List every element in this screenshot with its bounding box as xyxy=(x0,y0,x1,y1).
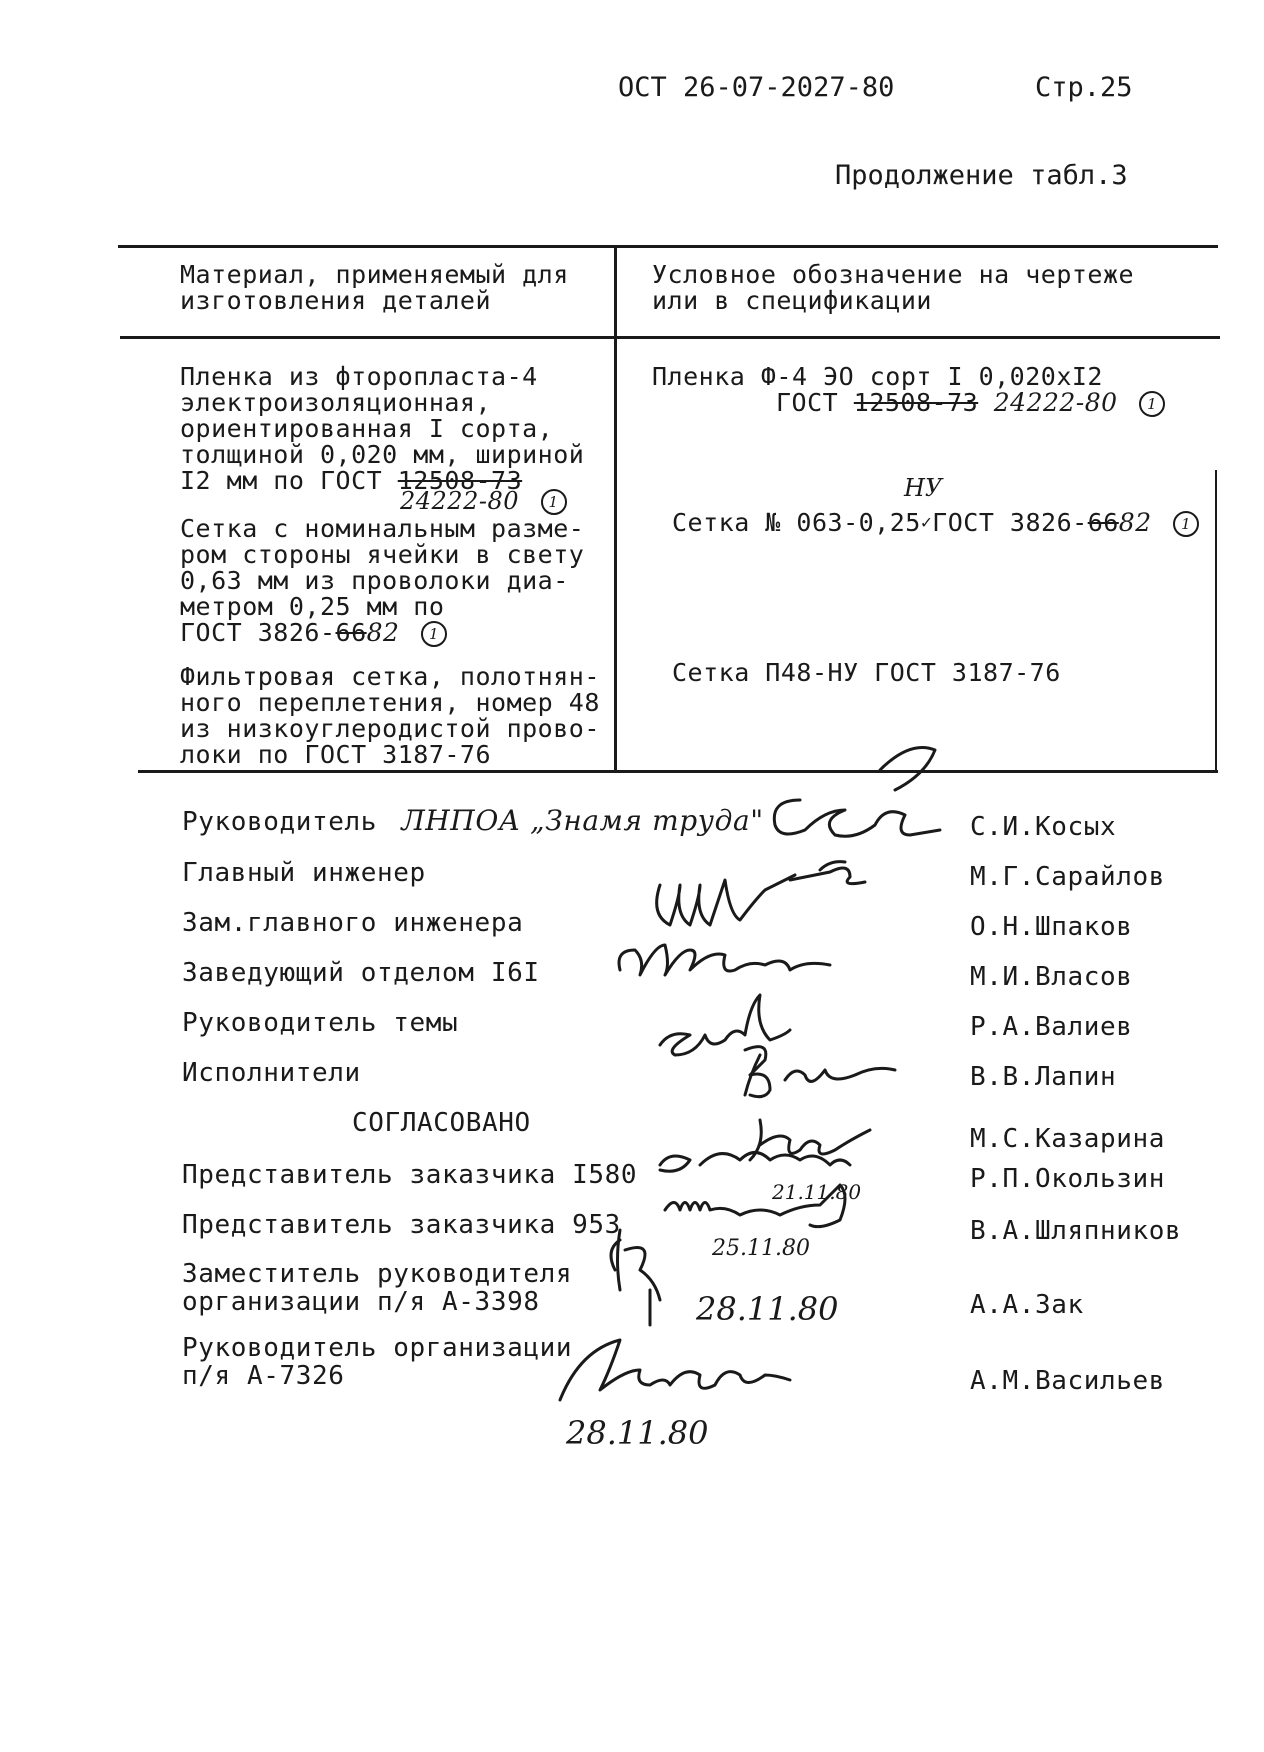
signature-valiev xyxy=(660,995,790,1055)
handwritten-new-year: 82 xyxy=(366,618,400,647)
change-mark-circle: 1 xyxy=(421,621,447,647)
material-line: ного переплетения, номер 48 xyxy=(180,688,600,717)
designation-gost-prefix: ГОСТ xyxy=(776,388,839,417)
role-line: организации п/я А-3398 xyxy=(182,1287,540,1317)
material-line: локи по ГОСТ 3187-76 xyxy=(180,740,492,769)
signatory-name: М.И.Власов xyxy=(970,962,1133,992)
signatory-name: В.А.Шляпников xyxy=(970,1216,1182,1246)
struck-old-gost: 12508-73 xyxy=(853,388,979,417)
signature-shpakov xyxy=(657,875,795,925)
signature-role: Исполнители xyxy=(182,1058,361,1088)
signatory-name: С.И.Косых xyxy=(970,812,1117,842)
signatory-name: В.В.Лапин xyxy=(970,1062,1117,1092)
signatory-name: А.М.Васильев xyxy=(970,1366,1166,1396)
signatory-name: М.Г.Сарайлов xyxy=(970,862,1166,892)
material-line: Фильтровая сетка, полотнян- xyxy=(180,662,600,691)
role-text: Руководитель xyxy=(182,807,378,837)
standard-number: ОСТ 26-07-2027-80 xyxy=(618,72,895,103)
agreed-heading: СОГЛАСОВАНО xyxy=(352,1108,531,1138)
material-line: ориентированная I сорта, xyxy=(180,414,554,443)
material-gost-prefix: I2 мм по ГОСТ xyxy=(180,466,383,495)
material-line: толщиной 0,020 мм, шириной xyxy=(180,440,585,469)
struck-old-year: 66 xyxy=(335,618,367,647)
handwritten-date: 28.11.80 xyxy=(566,1414,709,1452)
signatory-name: О.Н.Шпаков xyxy=(970,912,1133,942)
page-number: Стр.25 xyxy=(1035,72,1133,103)
struck-old-gost: 12508-73 xyxy=(397,466,523,495)
designation-line: Пленка Ф-4 ЭО сорт I 0,020хI2 xyxy=(652,362,1103,391)
col2-header-line: или в спецификации xyxy=(652,286,932,315)
material-line: метром 0,25 мм по xyxy=(180,592,445,621)
material-line: ром стороны ячейки в свету xyxy=(180,540,585,569)
designation-gost: ГОСТ 3826- xyxy=(932,508,1088,537)
signature-role: Главный инженер xyxy=(182,858,426,888)
handwritten-date: 28.11.80 xyxy=(696,1290,839,1328)
change-mark-circle: 1 xyxy=(541,489,567,515)
handwritten-date: 21.11.80 xyxy=(772,1180,862,1204)
handwritten-org-name: ЛНПОА „Знамя труда" xyxy=(401,804,764,837)
signature-role: Зам.главного инженера xyxy=(182,908,524,938)
material-line: 0,63 мм из проволоки диа- xyxy=(180,566,569,595)
signature-sarailov xyxy=(790,862,865,884)
change-mark-circle: 1 xyxy=(1173,511,1199,537)
designation-text: Сетка № 063-0,25 xyxy=(672,508,921,537)
material-line: Сетка с номинальным разме- xyxy=(180,514,585,543)
signature-lapin xyxy=(745,1047,895,1097)
caret-mark: ✓ xyxy=(920,512,933,533)
handwritten-new-gost: 24222-80 xyxy=(400,487,519,515)
material-line: из низкоуглеродистой прово- xyxy=(180,714,600,743)
handwritten-new-gost: 24222-80 xyxy=(993,388,1118,417)
signature-vlasov xyxy=(619,945,830,975)
row3-designation: Сетка П48-НУ ГОСТ 3187-76 xyxy=(672,658,1061,687)
signature-role: Представитель заказчика I580 xyxy=(182,1160,638,1190)
signature-role: Заведующий отделом I6I xyxy=(182,958,540,988)
row2-insert: НУ xyxy=(904,474,943,502)
role-line: п/я А-7326 xyxy=(182,1361,345,1391)
signature-kazarina xyxy=(750,1120,870,1160)
signatory-name: Р.А.Валиев xyxy=(970,1012,1133,1042)
signature-vasilyev xyxy=(560,1340,790,1400)
signature-role: Представитель заказчика 953 xyxy=(182,1210,621,1240)
role-line: Заместитель руководителя xyxy=(182,1259,573,1289)
material-gost-prefix: ГОСТ 3826- xyxy=(180,618,336,647)
material-line: Пленка из фторопласта-4 xyxy=(180,362,538,391)
signatory-name: А.А.Зак xyxy=(970,1290,1084,1320)
col2-header-line: Условное обозначение на чертеже xyxy=(652,260,1135,289)
signature-zak xyxy=(618,1230,661,1325)
col1-header-line: Материал, применяемый для xyxy=(180,260,569,289)
role-line: Руководитель организации xyxy=(182,1333,573,1363)
table-caption: Продолжение табл.3 xyxy=(835,160,1128,191)
signatory-name: М.С.Казарина xyxy=(970,1124,1166,1154)
change-mark-circle: 1 xyxy=(1139,391,1165,417)
struck-old-year: 66 xyxy=(1087,508,1119,537)
signatory-name: Р.П.Окользин xyxy=(970,1164,1166,1194)
signature-kosykh xyxy=(774,748,940,837)
col1-header-line: изготовления деталей xyxy=(180,286,492,315)
handwritten-date: 25.11.80 xyxy=(712,1236,810,1261)
signature-role: Руководитель темы xyxy=(182,1008,459,1038)
material-line: электроизоляционная, xyxy=(180,388,492,417)
handwritten-new-year: 82 xyxy=(1118,508,1152,537)
